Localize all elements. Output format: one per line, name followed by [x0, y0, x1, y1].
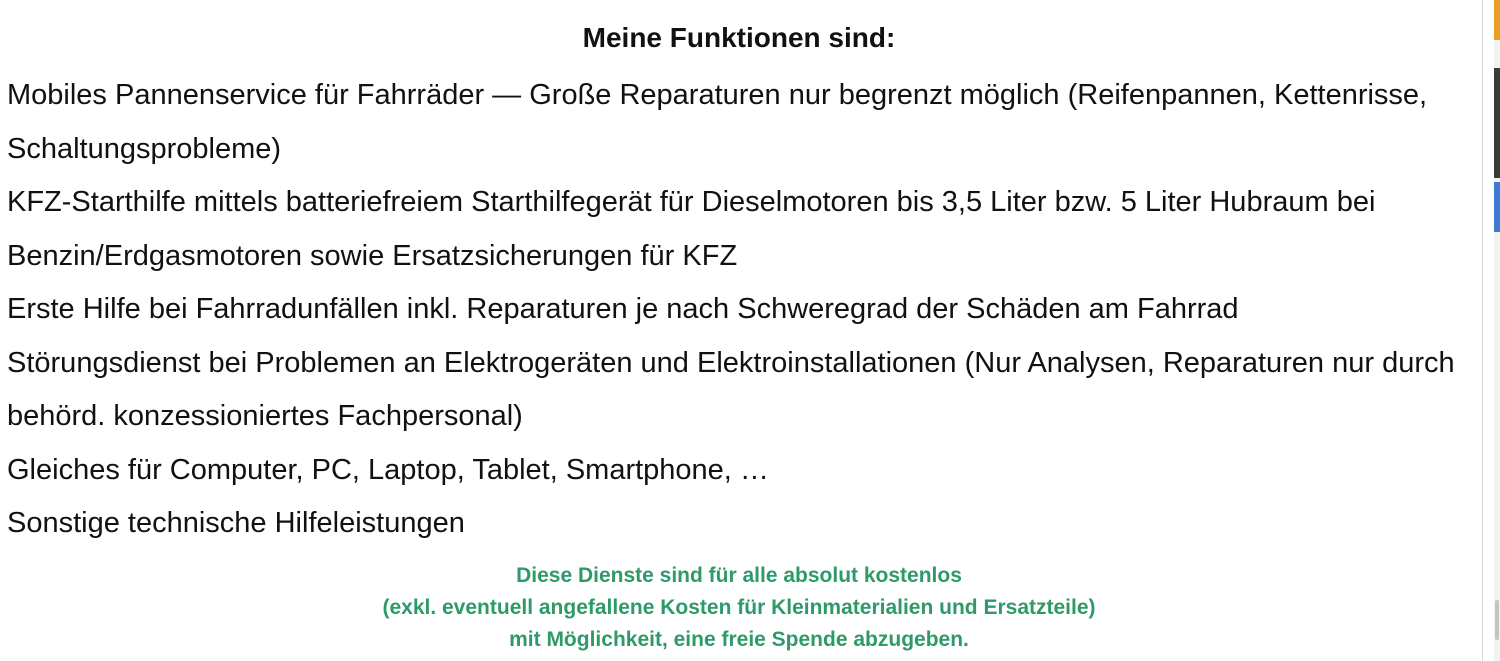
adjacent-window-panel — [1494, 68, 1500, 178]
window-divider — [1482, 0, 1483, 661]
list-item: Störungsdienst bei Problemen an Elektrogeräten und Elektroinstallationen (Nur Analysen, Reparaturen nur durch behörd. konzessioniertes Fachpersonal) — [7, 346, 1455, 432]
list-item: Sonstige technische Hilfeleistungen — [7, 507, 465, 539]
window-edge — [1478, 0, 1500, 661]
functions-list — [7, 69, 1472, 551]
scrollbar-thumb[interactable] — [1495, 600, 1499, 640]
list-item: Mobiles Pannenservice für Fahrräder — Große Reparaturen nur begrenzt möglich (Reifenpannen, Kettenrisse, Schaltungsprobleme) — [7, 79, 1428, 165]
page-heading: Meine Funktionen sind: — [582, 22, 896, 53]
notice-line: Diese Dienste sind für alle absolut kostenlos — [516, 564, 962, 587]
adjacent-window-accent — [1494, 0, 1500, 40]
list-item: Erste Hilfe bei Fahrradunfällen inkl. Reparaturen je nach Schweregrad der Schäden am Fahrrad — [7, 293, 1239, 325]
notice-line: mit Möglichkeit, eine freie Spende abzugeben. — [509, 628, 969, 651]
notice-line: (exkl. eventuell angefallene Kosten für Kleinmaterialien und Ersatzteile) — [382, 596, 1096, 619]
adjacent-window-highlight — [1494, 182, 1500, 232]
list-item: Gleiches für Computer, PC, Laptop, Tablet, Smartphone, … — [7, 453, 769, 486]
list-item: KFZ-Starthilfe mittels batteriefreiem Starthilfegerät für Dieselmotoren bis 3,5 Liter bzw. 5 Liter Hubraum bei Benzin/Erdgasmotoren sowie Ersatzsicherungen für KFZ — [7, 186, 1376, 272]
free-service-notice — [0, 560, 1478, 656]
